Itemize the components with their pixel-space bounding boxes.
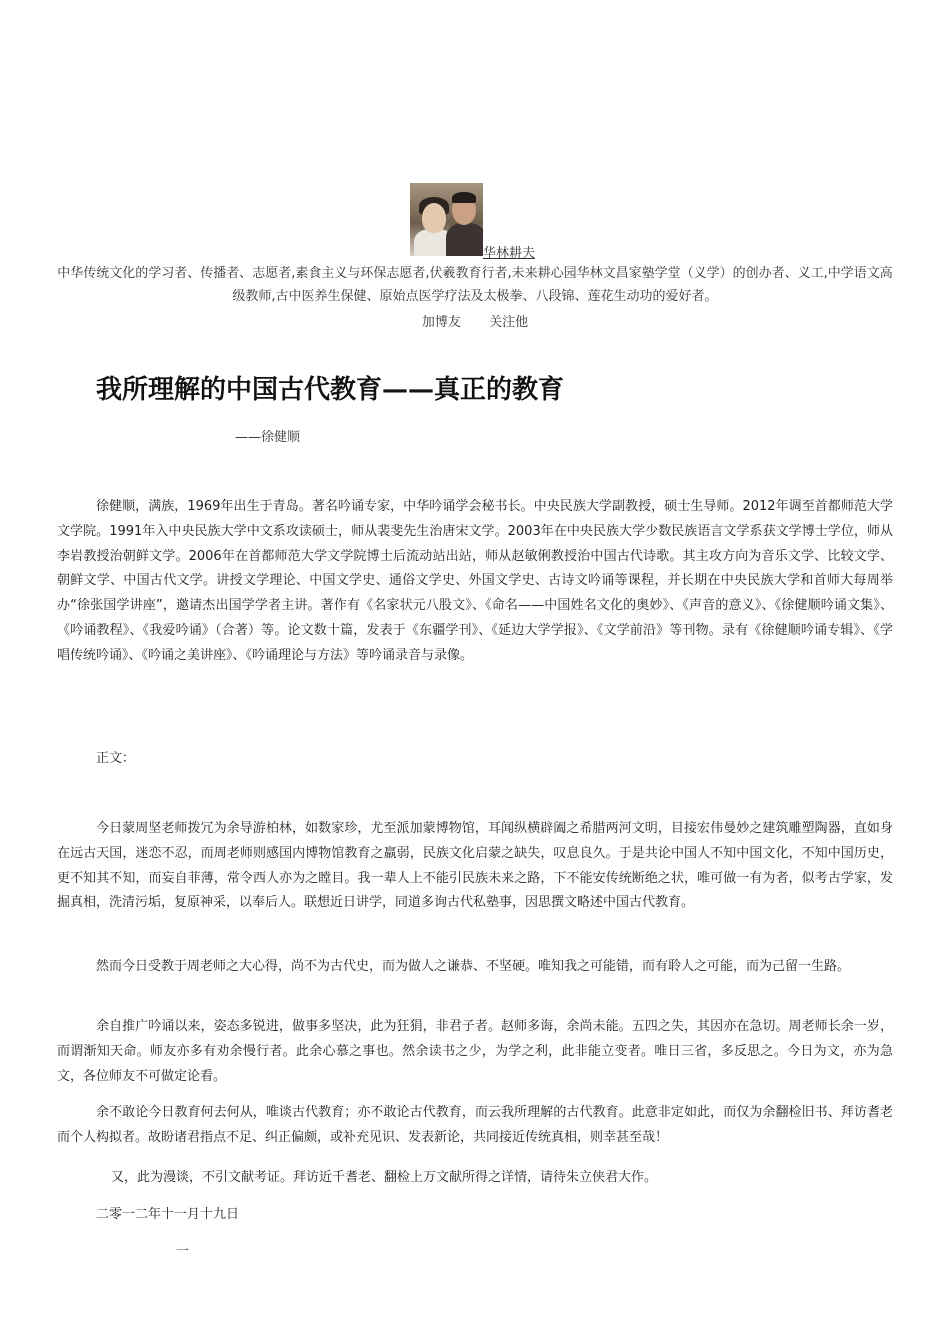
article-title: 我所理解的中国古代教育——真正的教育 xyxy=(96,375,565,405)
body-heading: 正文： xyxy=(96,751,136,766)
article-byline: ——徐健顺 xyxy=(235,430,301,445)
author-name-link[interactable]: 华林耕夫 xyxy=(483,246,536,261)
follow-actions xyxy=(0,311,950,330)
article-date: 二零一二年十一月十九日 xyxy=(96,1207,240,1222)
body-paragraph: 余自推广吟诵以来，姿态多锐进，做事多坚决，此为狂狷，非君子者。赵师多诲，余尚未能。五四之失，其因亦在急切。周老师长余一岁，而谓渐知天命。师友亦多有劝余慢行者。此余心慕之事也。然余读书之少，为学之利，此非能立变者。唯日三省，多反思之。今日为文，亦为急文，各位师友不可做定论看。 xyxy=(57,1019,893,1084)
follow-button[interactable]: 关注他 xyxy=(489,315,529,330)
author-bio: 中华传统文化的学习者、传播者、志愿者,素食主义与环保志愿者,伏羲教育行者,未来耕心园华林文昌家塾学堂（义学）的创办者、义工,中学语文高级教师,古中医养生保健、原始点医学疗法及太极拳、八段锦、莲花生动功的爱好者。 xyxy=(57,266,893,304)
section-marker: 一 xyxy=(176,1244,190,1259)
body-paragraph: 然而今日受教于周老师之大心得，尚不为古代史，而为做人之谦恭、不坚硬。唯知我之可能错，而有聆人之可能，而为己留一生路。 xyxy=(96,959,851,974)
author-avatar[interactable] xyxy=(410,183,483,256)
note-paragraph: 又，此为漫谈，不引文献考证。拜访近千耆老、翻检上万文献所得之详情，请待朱立侠君大作。 xyxy=(111,1170,658,1185)
author-intro-paragraph: 徐健顺，满族，1969年出生于青岛。著名吟诵专家，中华吟诵学会秘书长。中央民族大学副教授，硕士生导师。2012年调至首都师范大学文学院。1991年入中央民族大学中文系攻读硕士，师从裴斐先生治唐宋文学。2003年在中央民族大学少数民族语言文学系获文学博士学位，师从李岩教授治朝鲜文学。2006年在首都师范大学文学院博士后流动站出站，师从赵敏俐教授治中国古代诗歌。其主攻方向为音乐文学、比较文学、朝鲜文学、中国古代文学。讲授文学理论、中国文学史、通俗文学史、外国文学史、古诗文吟诵等课程，并长期在中央民族大学和首师大每周举办“徐张国学讲座”，邀请杰出国学学者主讲。著作有《名家状元八股文》、《命名——中国姓名文化的奥妙》、《声音的意义》、《徐健顺吟诵文集》、《吟诵教程》、《我爱吟诵》（合著）等。论文数十篇，发表于《东疆学刊》、《延边大学学报》、《文学前沿》等刊物。录有《徐健顺吟诵专辑》、《学唱传统吟诵》、《吟诵之美讲座》、《吟诵理论与方法》等吟诵录音与录像。 xyxy=(57,499,893,663)
body-paragraph: 余不敢论今日教育何去何从，唯谈古代教育；亦不敢论古代教育，而云我所理解的古代教育。此意非定如此，而仅为余翻检旧书、拜访耆老而个人构拟者。故盼诸君指点不足、纠正偏颇，或补充见识、发表新论，共同接近传统真相，则幸甚至哉！ xyxy=(57,1105,893,1145)
add-friend-button[interactable]: 加博友 xyxy=(421,315,461,330)
body-paragraph: 今日蒙周坚老师拨冗为余导游柏林，如数家珍，尤至派加蒙博物馆，耳闻纵横辟阖之希腊两河文明，目接宏伟曼妙之建筑雕塑陶器，直如身在远古天国，迷恋不忍，而周老师则感国内博物馆教育之羸弱，民族文化启蒙之缺失，叹息良久。于是共论中国人不知中国文化，不知中国历史，更不知其不知，而妄自菲薄，常令西人亦为之瞠目。我一辈人上不能引民族未来之路，下不能安传统断绝之状，唯可做一有为者，似考古学家，发掘真相，洗清污垢，复原神采，以奉后人。联想近日讲学，同道多询古代私塾事，因思撰文略述中国古代教育。 xyxy=(57,821,893,911)
